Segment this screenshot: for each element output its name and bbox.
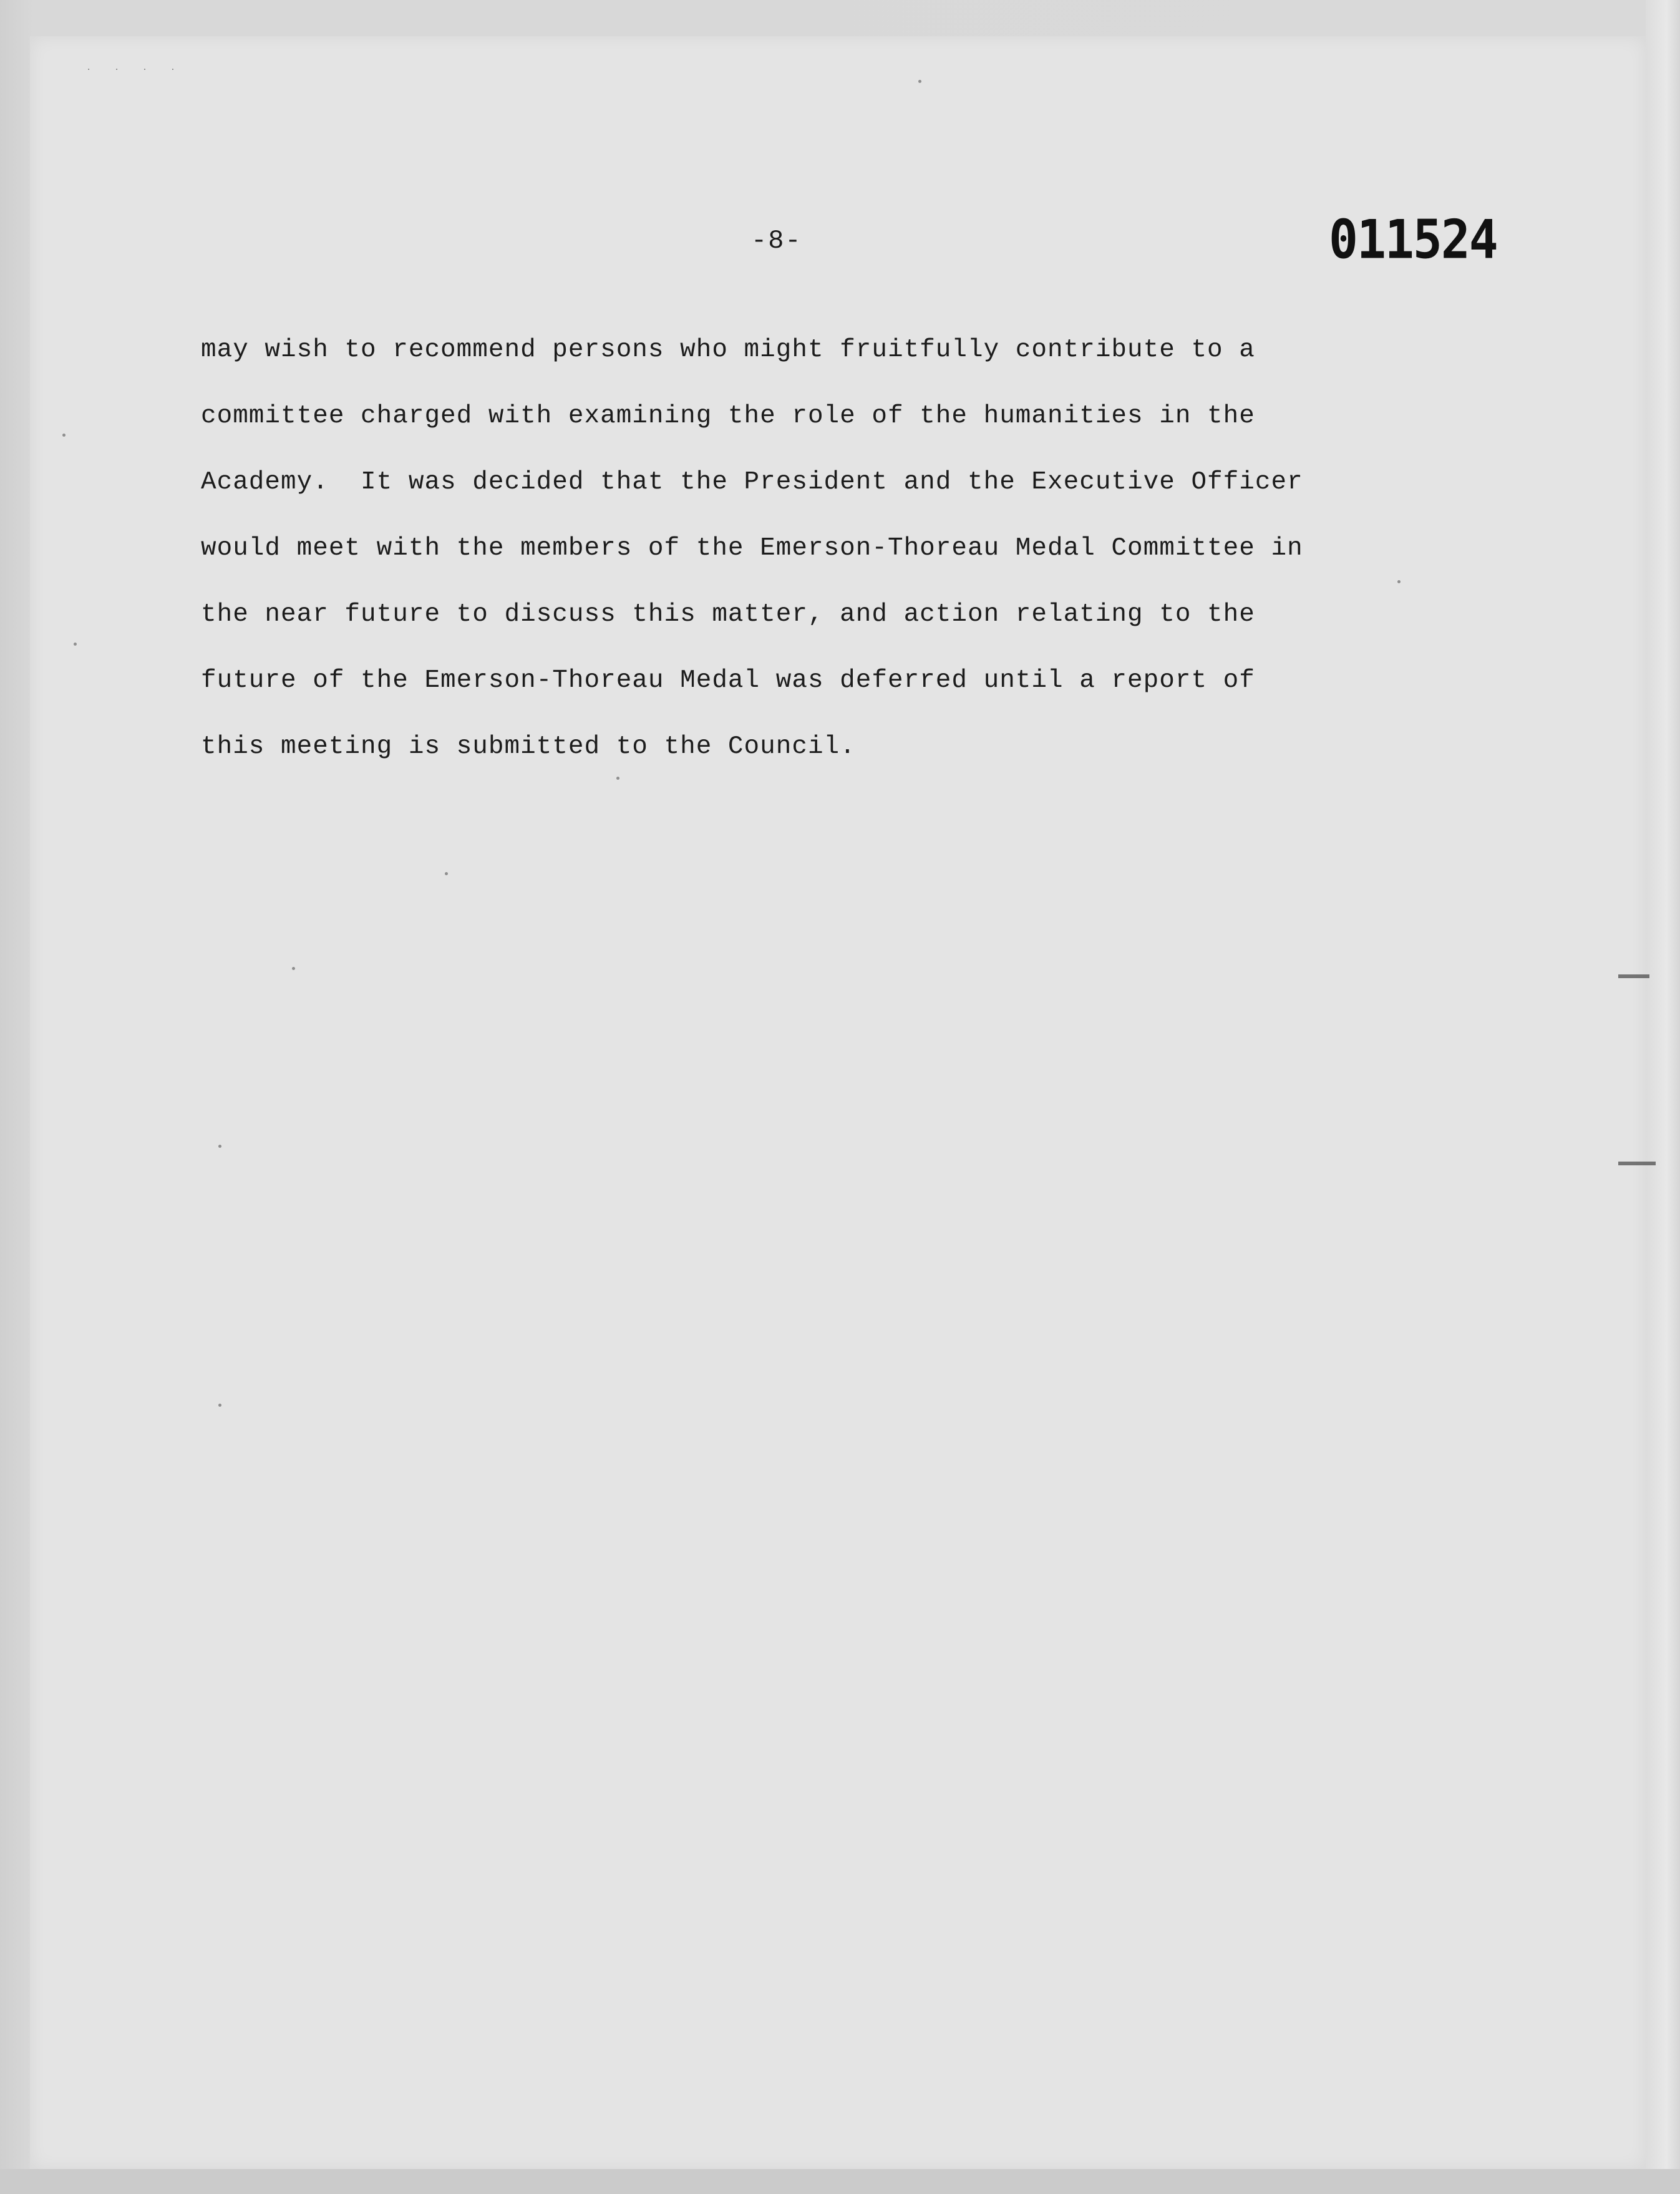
- page-number: -8-: [751, 226, 802, 256]
- body-line: may wish to recommend persons who might fruitfully contribute to a: [201, 336, 1255, 364]
- body-line: future of the Emerson-Thoreau Medal was deferred until a report of: [201, 666, 1255, 695]
- body-line: this meeting is submitted to the Council.: [201, 732, 856, 761]
- body-line: committee charged with examining the role of the humanities in the: [201, 402, 1255, 430]
- scan-speck: [1397, 580, 1401, 583]
- body-line: would meet with the members of the Emerson-Thoreau Medal Committee in: [201, 534, 1303, 563]
- scan-bottom-edge: [0, 2169, 1680, 2194]
- scan-speck: [62, 434, 66, 437]
- body-line: Academy. It was decided that the President and the Executive Officer: [201, 468, 1303, 497]
- scan-speck: [918, 80, 921, 83]
- body-paragraph: [201, 317, 1424, 780]
- page-edge: [1646, 0, 1680, 2194]
- scan-speck: [218, 1404, 221, 1407]
- scan-speck: [445, 872, 448, 875]
- scan-speck: [218, 1145, 221, 1148]
- corner-dust-marks: · · · ·: [87, 65, 186, 75]
- scan-edge-mark: [1618, 974, 1649, 978]
- body-line: the near future to discuss this matter, and action relating to the: [201, 600, 1255, 629]
- scan-edge-mark: [1618, 1162, 1656, 1165]
- scan-speck: [74, 643, 77, 646]
- scan-speck: [616, 777, 619, 780]
- scan-speck: [292, 967, 295, 970]
- document-number-stamp: 011524: [1329, 209, 1497, 271]
